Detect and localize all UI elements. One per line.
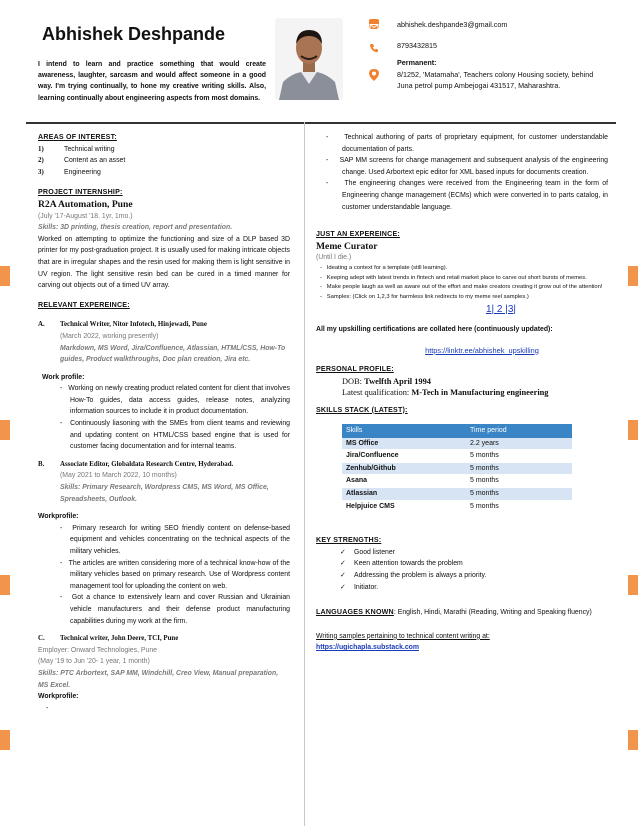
phone-icon [369, 40, 379, 50]
job-bullet: - Got a chance to extensively learn and cover Russian and Ukrainian vehicle manufacturers and their defense product manufacturing capabilities during my work at the firm. [60, 594, 290, 625]
intro-statement: I intend to learn and practice something that would create awareness, laughter, sarcasm and would affect someone in a good way. I'm trying continually, to hone my creative writing skills. Also, learning continually about engineering aspects from most domains. [38, 61, 266, 102]
checkmark-icon: ✓ [340, 560, 346, 568]
job-title: A. Technical Writer, Nitor Infotech, Hinjewadi, Pune [38, 321, 207, 329]
deere-bullet: - SAP MM screens for change management and subsequent analysis of the engineering change. Used Arbortext epic editor for XML based inputs for documents creation. [326, 157, 608, 176]
work-profile-label: Work profile: [42, 373, 85, 381]
phone-number[interactable]: 8793432815 [397, 41, 437, 50]
job-bullet: - Working on newly creating product related content for client that involves How-To guides, data access guides, release notes, analyzing information sources to include it in product documentation. [60, 385, 290, 416]
strength-item: ✓ Initiator. [340, 582, 608, 594]
meme-dates: (Until I die.) [316, 254, 352, 262]
side-tab [628, 575, 638, 595]
qualification-line: Latest qualification: M-Tech in Manufacturing engineering [342, 388, 549, 398]
work-profile-label: Workprofile: [38, 513, 79, 521]
location-pin-icon [368, 68, 380, 82]
job-bullet: - The articles are written considering more of a technical know-how of the military vehicles based on primary research. Use of Wordpress content management tool for uploading the content on web. [60, 559, 290, 590]
column-divider [304, 122, 305, 826]
checkmark-icon: ✓ [340, 548, 346, 556]
certifications-link[interactable]: https://linktr.ee/abhishek_upskilling [425, 345, 539, 355]
work-profile-label: Workprofile: [38, 693, 79, 701]
email-icon [369, 19, 379, 29]
side-tab [628, 420, 638, 440]
samples-link[interactable]: https://ugichapla.substack.com [316, 644, 419, 652]
permanent-address: 8/1252, 'Matamaha', Teachers colony Housing society, behind Juna petrol pump Ambejogai 431517, Maharashtra. [397, 70, 594, 90]
job-dates: (May '19 to Jun '20- 1 year, 1 month) [38, 658, 150, 666]
table-header-row [342, 424, 572, 438]
areas-heading: AREAS OF INTEREST: [38, 133, 117, 141]
experience-heading: RELEVANT EXPEREINCE: [38, 300, 130, 309]
side-tab [628, 266, 638, 286]
permanent-label: Permanent: [397, 58, 437, 67]
meme-curator-title: Meme Curator [316, 240, 378, 252]
column-header: Time period [466, 424, 572, 438]
job-bullet: - Continuously liasoning with the SMEs from client teams and reviewing and updating content on HTML/CSS based engine that is used for customer facing documentation and for internal teams. [60, 420, 290, 451]
dob-line: DOB: Twelfth April 1994 [342, 376, 431, 386]
checkmark-icon: ✓ [340, 583, 346, 591]
deere-bullet: - The engineering changes were received from the Engineering team in the form of Engineering change management (ECMs) which were converted in to parts catalog, in customer understandable language. [326, 180, 608, 211]
table-row: Atlassian 5 months [342, 488, 572, 501]
strength-item: ✓ Addressing the problem is always a priority. [340, 570, 608, 582]
internship-dates: (July '17-August '18. 1yr, 1mo.) [38, 212, 133, 220]
job-dates: (May 2021 to March 2022, 10 months) [60, 472, 177, 480]
job-employer: Employer: Onward Technologies, Pune [38, 646, 157, 654]
personal-profile-heading: PERSONAL PROFILE: [316, 365, 394, 374]
internship-description: Worked on attempting to optimize the functioning and size of a DLP based 3D printer for my post-graduation project. It is usually used for making intricate objects that are in irregular shapes and the resin used for making them is light sensitive in UV region. The light sensitive resin bed can be cured in a timed manner for carving out objects out of a timed UV array. [38, 235, 290, 290]
column-header: Skills [342, 424, 466, 438]
table-row: MS Office 2.2 years [342, 438, 572, 450]
meme-bullet: - Samples: (Click on 1,2,3 for harmless link redirects to my meme reel samples.) [320, 293, 529, 300]
table-row: Jira/Confluence 5 months [342, 450, 572, 463]
meme-sample-links[interactable]: 1| 2 |3| [485, 304, 517, 316]
skills-stack-heading: SKILLS STACK (LATEST): [316, 405, 408, 414]
areas-item: 3) Engineering [38, 168, 101, 176]
job-skills: Skills: PTC Arbortext, SAP MM, Windchill, Creo View, Manual preparation, MS Excel. [38, 669, 279, 689]
meme-bullet: - Make people laugh as well as aware out of the effort and make creators creating it grow out of the attention! [320, 284, 603, 291]
job-bullet: - [46, 704, 49, 712]
header-divider [26, 122, 616, 124]
areas-item: 2) Content as an asset [38, 157, 126, 165]
meme-bullet: - Ideating a context for a template (still learning). [320, 264, 448, 271]
just-experience-heading: JUST AN EXPEREINCE: [316, 230, 400, 239]
strength-item: ✓ Keen attention towards the problem [340, 558, 608, 570]
job-dates: (March 2022, working presently) [60, 332, 159, 340]
side-tab [0, 420, 10, 440]
areas-item: 1) Technical writing [38, 145, 115, 153]
job-skills: Skills: Primary Research, Wordpress CMS, MS Word, MS Office, Spreadsheets, Outlook. [60, 484, 269, 503]
left-column [38, 132, 290, 714]
checkmark-icon: ✓ [340, 572, 346, 580]
internship-org: R2A Automation, Pune [38, 198, 133, 210]
key-strengths-heading: KEY STRENGTHS: [316, 536, 382, 545]
languages-line: LANGUAGES KNOWN: English, Hindi, Marathi (Reading, Writing and Speaking fluency) [316, 608, 592, 617]
email-address[interactable]: abhishek.deshpande3@gmail.com [397, 20, 508, 29]
job-skills: Markdown, MS Word, Jira/Confluence, Atlassian, HTML/CSS, How-To guides, Product walkthroughs, Doc plan creation, Jira etc. [60, 344, 286, 364]
internship-skills: Skills: 3D printing, thesis creation, report and presentation. [38, 224, 233, 232]
strength-item: ✓ Good listener [340, 547, 608, 559]
side-tab [0, 266, 10, 286]
profile-photo [275, 18, 343, 100]
job-title: B. Associate Editor, Globaldata Research Centre, Hyderabad. [38, 460, 234, 468]
samples-text: Writing samples pertaining to technical content writing at: [316, 632, 490, 640]
candidate-name: Abhishek Deshpande [42, 24, 226, 44]
table-row: Asana 5 months [342, 475, 572, 488]
job-title: C. Technical writer, John Deere, TCI, Pune [38, 635, 179, 643]
table-row: Zenhub/Github 5 months [342, 462, 572, 475]
meme-bullet: - Keeping adept with latest trends in fintech and retail market place to carve out short bursts of memes. [320, 274, 587, 281]
right-column [316, 132, 608, 654]
table-row: Helpjuice CMS 5 months [342, 500, 572, 513]
certifications-text: All my upskilling certifications are collated here (continuously updated): [316, 325, 553, 333]
side-tab [0, 730, 10, 750]
internship-heading: PROJECT INTERNSHIP: [38, 188, 123, 197]
job-bullet: - Primary research for writing SEO friendly content on defense-based equipment and vehicles concentrating on the technical aspects of the military vehicles. [60, 524, 290, 555]
side-tab [628, 730, 638, 750]
side-tab [0, 575, 10, 595]
deere-bullet: - Technical authoring of parts of proprietary equipment, for customer understandable documentation of parts. [326, 134, 608, 153]
skills-table [342, 424, 572, 513]
